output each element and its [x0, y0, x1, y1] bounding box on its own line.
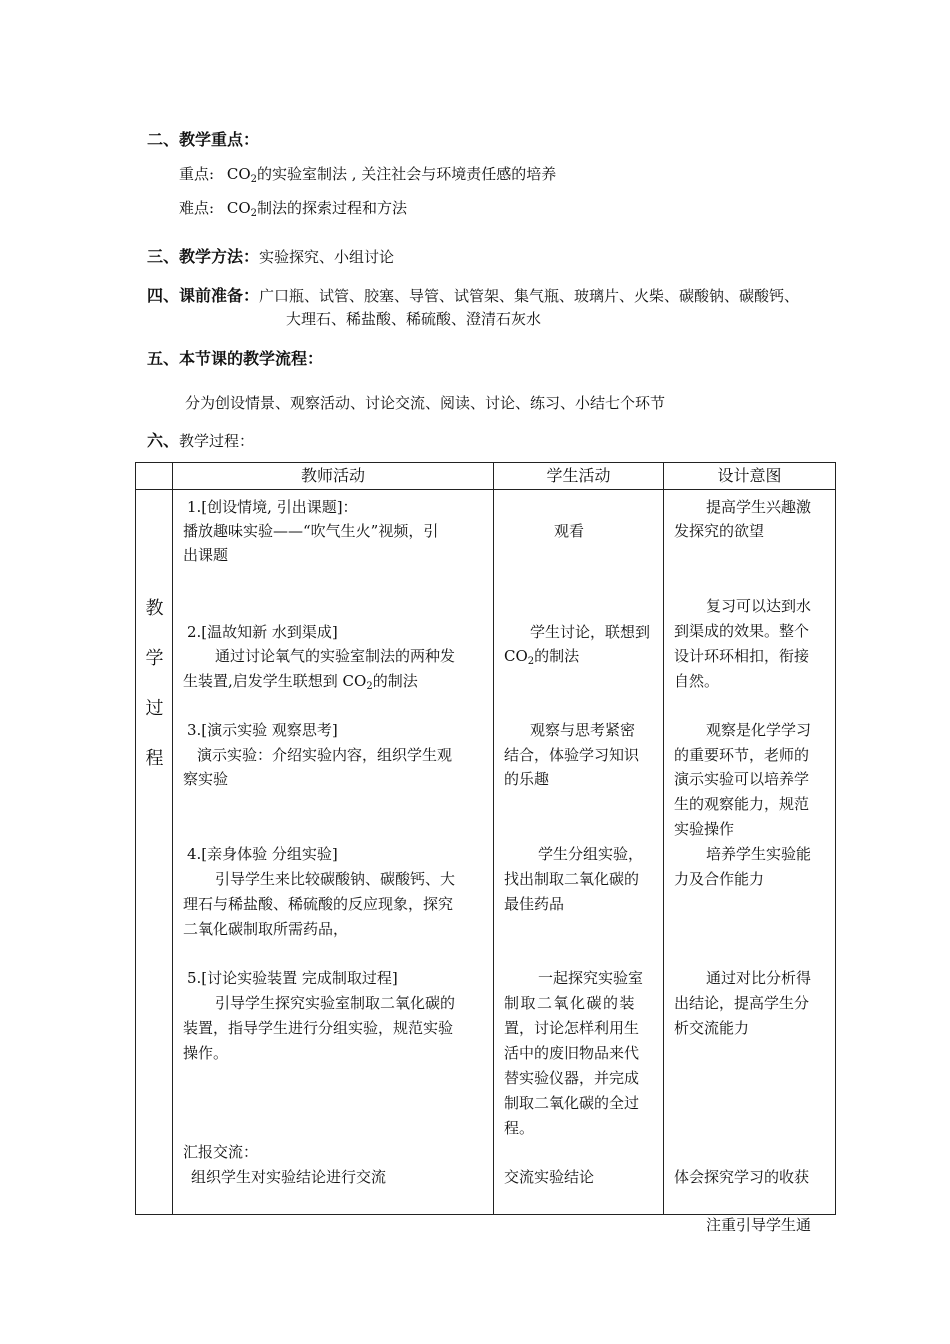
teacher-step-2-title: 2.[温故知新 水到渠成]: [187, 623, 338, 641]
difficulty-line: [179, 197, 407, 219]
student-step-2-co: CO: [504, 647, 528, 665]
teacher-step-1-line2: 出课题: [183, 546, 229, 564]
teacher-step-3-title: 3.[演示实验 观察思考]: [187, 721, 338, 739]
student-step-3-line2: 结合，体验学习知识: [504, 746, 640, 764]
student-step-4-line2: 找出制取二氧化碳的: [504, 870, 640, 888]
student-step-3-line1: 观察与思考紧密: [530, 721, 636, 739]
student-step-4-line3: 最佳药品: [504, 895, 565, 913]
key-point-co: CO: [226, 165, 251, 183]
difficulty-co: CO: [226, 199, 251, 217]
intent-step-3-line3: 演示实验可以培养学: [674, 770, 810, 788]
intent-step-4-line2: 力及合作能力: [674, 870, 765, 888]
intent-step-2-line1: 复习可以达到水: [706, 597, 812, 615]
student-step-5-line6: 制取二氧化碳的全过: [504, 1094, 640, 1112]
intent-step-5-line2: 出结论，提高学生分: [674, 994, 810, 1012]
teacher-step-2-line1: 通过讨论氧气的实验室制法的两种发: [215, 647, 456, 665]
teacher-step-3-line1: 演示实验：介绍实验内容，组织学生观: [197, 746, 453, 764]
intent-last-line: 注重引导学生通: [706, 1216, 812, 1234]
student-cell: [494, 490, 664, 1215]
teacher-report-title: 汇报交流：: [183, 1143, 259, 1161]
teacher-step-4-line1: 引导学生来比较碳酸钠、碳酸钙、大: [215, 870, 456, 888]
teacher-step-2-sub: 2: [366, 681, 373, 692]
student-step-5-line1: 一起探究实验室: [538, 969, 644, 987]
side-char: 学: [145, 648, 164, 669]
teacher-step-2-tail: 的制法: [372, 672, 418, 690]
difficulty-label: 难点:: [179, 199, 215, 217]
section-4-title: 四、课前准备：: [147, 286, 260, 305]
teacher-step-5-line1: 引导学生探究实验室制取二氧化碳的: [215, 994, 456, 1012]
section-6-title: 六、: [147, 431, 180, 450]
side-char: 过: [145, 698, 164, 719]
teacher-step-2-text: 生装置,启发学生联想到 CO: [183, 672, 367, 690]
intent-step-4-line1: 培养学生实验能: [706, 845, 812, 863]
section-4: [147, 283, 799, 306]
teacher-cell: [173, 490, 494, 1215]
difficulty-text: 制法的探索过程和方法: [257, 199, 408, 217]
teacher-step-1-line1: 播放趣味实验——“吹气生火”视频，引: [183, 522, 439, 540]
intent-step-1-line2: 发探究的欲望: [674, 522, 765, 540]
teacher-step-5-line2: 装置，指导学生进行分组实验，规范实验: [183, 1019, 454, 1037]
student-step-1: 观看: [554, 522, 585, 540]
side-label-cell: [136, 490, 173, 1215]
teacher-step-5-line3: 操作。: [183, 1044, 229, 1062]
teacher-report-line1: 组织学生对实验结论进行交流: [191, 1168, 387, 1186]
section-4-line1: 广口瓶、试管、胶塞、导管、试管架、集气瓶、玻璃片、火柴、碳酸钠、碳酸钙、: [259, 287, 800, 305]
section-2-title: 二、教学重点：: [147, 130, 260, 149]
intent-cell: [664, 490, 836, 1234]
intent-report: 体会探究学习的收获: [674, 1168, 810, 1186]
intent-step-2-line2: 到渠成的效果。整个: [674, 622, 810, 640]
teacher-step-4-line2: 理石与稀盐酸、稀硫酸的反应现象，探究: [183, 895, 454, 913]
teacher-step-4-title: 4.[亲身体验 分组实验]: [187, 845, 338, 863]
side-char: 程: [145, 748, 164, 769]
teacher-step-2-line2: [183, 669, 418, 699]
intent-step-2-line4: 自然。: [674, 672, 720, 690]
intent-step-2-line3: 设计环环相扣，衔接: [674, 647, 810, 665]
teacher-step-1-title: 1.[创设情境, 引出课题]：: [187, 498, 358, 516]
key-point-sub: 2: [250, 174, 257, 185]
student-step-4-line1: 学生分组实验，: [538, 845, 644, 863]
key-point-label: 重点:: [179, 165, 215, 183]
intent-step-3-line1: 观察是化学学习: [706, 721, 812, 739]
difficulty-sub: 2: [250, 208, 257, 219]
section-3-text: 实验探究、小组讨论: [259, 248, 395, 266]
student-step-5-line3: 置，讨论怎样利用生: [504, 1019, 640, 1037]
section-3-title: 三、教学方法：: [147, 247, 260, 266]
student-step-2-line1: 学生讨论，联想到: [530, 623, 651, 641]
header-intent: 设计意图: [664, 463, 836, 490]
intent-step-3-line4: 生的观察能力，规范: [674, 795, 810, 813]
student-step-5-line4: 活中的废旧物品来代: [504, 1044, 640, 1062]
section-5-text: 分为创设情景、观察活动、讨论交流、阅读、讨论、练习、小结七个环节: [185, 394, 666, 412]
key-point-text: 的实验室制法 , 关注社会与环境责任感的培养: [257, 165, 557, 183]
intent-step-5-line1: 通过对比分析得: [706, 969, 812, 987]
section-5-title: 五、本节课的教学流程：: [147, 349, 324, 368]
key-point-line: [179, 163, 556, 185]
teacher-step-4-line3: 二氧化碳制取所需药品，: [183, 920, 349, 938]
header-student: 学生活动: [494, 463, 664, 490]
student-step-2-sub: 2: [527, 656, 535, 667]
student-step-2-line2: [504, 644, 579, 674]
side-char: 教: [145, 598, 164, 619]
student-report: 交流实验结论: [504, 1168, 595, 1186]
student-step-5-line7: 程。: [504, 1119, 535, 1137]
teacher-step-5-title: 5.[讨论实验装置 完成制取过程]: [187, 969, 398, 987]
intent-step-3-line2: 的重要环节，老师的: [674, 746, 810, 764]
intent-step-3-line5: 实验操作: [674, 820, 735, 838]
header-teacher: 教师活动: [173, 463, 494, 490]
student-step-3-line3: 的乐趣: [504, 770, 550, 788]
student-step-2-tail: 的制法: [534, 647, 580, 665]
student-step-5-line5: 替实验仪器，并完成: [504, 1069, 640, 1087]
intent-step-1-line1: 提高学生兴趣激: [706, 498, 812, 516]
intent-step-5-line3: 析交流能力: [674, 1019, 750, 1037]
header-empty: [136, 463, 173, 490]
teacher-step-3-line2: 察实验: [183, 770, 229, 788]
section-6: [147, 428, 254, 451]
section-3: [147, 244, 394, 267]
section-4-line2: 大理石、稀盐酸、稀硫酸、澄清石灰水: [286, 310, 542, 328]
teaching-process-table: [135, 462, 836, 1234]
student-step-5-line2: 制取二氧化碳的装: [504, 994, 637, 1012]
section-6-text: 教学过程：: [179, 432, 255, 450]
